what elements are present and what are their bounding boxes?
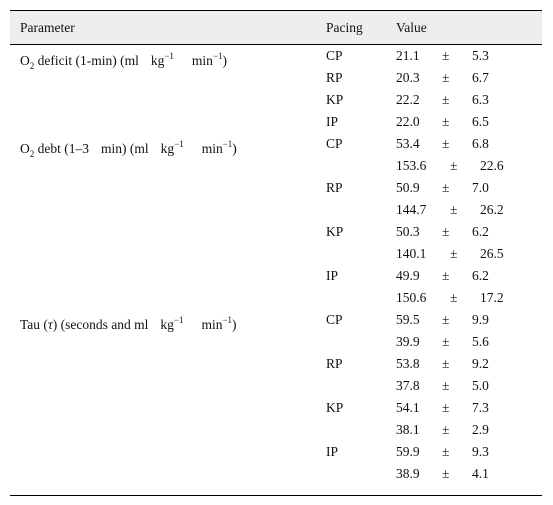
mean-cell: 39.9: [396, 334, 420, 349]
header-value: Value: [396, 20, 427, 35]
mean-cell: 20.3: [396, 70, 420, 85]
param-o2-debt: $O_2$ debt (1–3 min) (ml $kg^{-1}$ $\min^{-1}$): [20, 139, 237, 159]
pacing-cell: RP: [326, 356, 343, 371]
sd-cell: 2.9: [472, 422, 489, 437]
sd-cell: 6.2: [472, 268, 489, 283]
pm-cell: ±: [442, 334, 450, 349]
header-pacing: Pacing: [326, 20, 363, 35]
table-row: [10, 243, 542, 265]
sd-cell: 9.2: [472, 356, 489, 371]
pm-cell: ±: [442, 444, 450, 459]
pm-cell: ±: [442, 356, 450, 371]
sd-cell: 26.5: [480, 246, 504, 261]
table-row: [10, 177, 542, 199]
sd-cell: 9.9: [472, 312, 489, 327]
mean-cell: 50.9: [396, 180, 420, 195]
mean-cell: 54.1: [396, 400, 420, 415]
table-row: [10, 265, 542, 287]
table-row: [10, 441, 542, 463]
table-row: [10, 331, 542, 353]
mean-cell: 53.4: [396, 136, 420, 151]
mean-cell: 37.8: [396, 378, 420, 393]
sd-cell: 5.6: [472, 334, 489, 349]
table-row: [10, 45, 542, 67]
sd-cell: 9.3: [472, 444, 489, 459]
pacing-cell: CP: [326, 48, 343, 63]
pacing-cell: CP: [326, 312, 343, 327]
pacing-cell: KP: [326, 224, 344, 239]
table-row: [10, 419, 542, 441]
pm-cell: ±: [442, 70, 450, 85]
mean-cell: 150.6: [396, 290, 427, 305]
mean-cell: 50.3: [396, 224, 420, 239]
pm-cell: ±: [442, 378, 450, 393]
pacing-cell: KP: [326, 92, 344, 107]
sd-cell: 22.6: [480, 158, 504, 173]
param-o2-deficit: $O_2$ deficit (1-min) (ml $kg^{-1}$ $\min^{-1}$): [20, 51, 228, 71]
table-row: [10, 463, 542, 485]
table-header: [10, 11, 542, 45]
pm-cell: ±: [442, 180, 450, 195]
sd-cell: 26.2: [480, 202, 504, 217]
table-row: [10, 397, 542, 419]
sd-cell: 17.2: [480, 290, 504, 305]
table-row: [10, 199, 542, 221]
sd-cell: 6.3: [472, 92, 489, 107]
results-table: [10, 10, 542, 496]
table-row: [10, 353, 542, 375]
pm-cell: ±: [442, 114, 450, 129]
table-row: [10, 375, 542, 397]
table-row: [10, 67, 542, 89]
mean-cell: 59.9: [396, 444, 420, 459]
pm-cell: ±: [442, 400, 450, 415]
mean-cell: 140.1: [396, 246, 427, 261]
pacing-cell: IP: [326, 268, 339, 283]
sd-cell: 5.3: [472, 48, 489, 63]
mean-cell: 38.9: [396, 466, 420, 481]
mean-cell: 38.1: [396, 422, 420, 437]
sd-cell: 6.5: [472, 114, 489, 129]
table-row: [10, 155, 542, 177]
pacing-cell: CP: [326, 136, 343, 151]
pacing-cell: RP: [326, 180, 343, 195]
table-row: [10, 111, 542, 133]
table-row: [10, 89, 542, 111]
param-tau: Tau (τ) (seconds and ml $kg^{-1}$ $\min^{-1}$): [20, 315, 237, 332]
table-row: [10, 309, 542, 331]
pm-cell: ±: [442, 92, 450, 107]
pm-cell: ±: [442, 224, 450, 239]
pacing-cell: RP: [326, 70, 343, 85]
pm-cell: ±: [450, 202, 458, 217]
pacing-cell: KP: [326, 400, 344, 415]
sd-cell: 6.2: [472, 224, 489, 239]
sd-cell: 6.8: [472, 136, 489, 151]
mean-cell: 59.5: [396, 312, 420, 327]
pm-cell: ±: [442, 136, 450, 151]
mean-cell: 153.6: [396, 158, 427, 173]
header-parameter: Parameter: [20, 20, 75, 35]
pm-cell: ±: [450, 246, 458, 261]
pm-cell: ±: [442, 466, 450, 481]
pacing-cell: IP: [326, 444, 339, 459]
mean-cell: 53.8: [396, 356, 420, 371]
pm-cell: ±: [442, 268, 450, 283]
mean-cell: 22.2: [396, 92, 420, 107]
pm-cell: ±: [450, 158, 458, 173]
sd-cell: 7.3: [472, 400, 489, 415]
table-row: [10, 133, 542, 155]
mean-cell: 21.1: [396, 48, 420, 63]
pacing-cell: IP: [326, 114, 339, 129]
mean-cell: 49.9: [396, 268, 420, 283]
sd-cell: 6.7: [472, 70, 489, 85]
pm-cell: ±: [442, 312, 450, 327]
table-row: [10, 221, 542, 243]
table-row: [10, 287, 542, 309]
pm-cell: ±: [442, 422, 450, 437]
sd-cell: 7.0: [472, 180, 489, 195]
mean-cell: 144.7: [396, 202, 427, 217]
sd-cell: 4.1: [472, 466, 489, 481]
pm-cell: ±: [442, 48, 450, 63]
pm-cell: ±: [450, 290, 458, 305]
sd-cell: 5.0: [472, 378, 489, 393]
mean-cell: 22.0: [396, 114, 420, 129]
